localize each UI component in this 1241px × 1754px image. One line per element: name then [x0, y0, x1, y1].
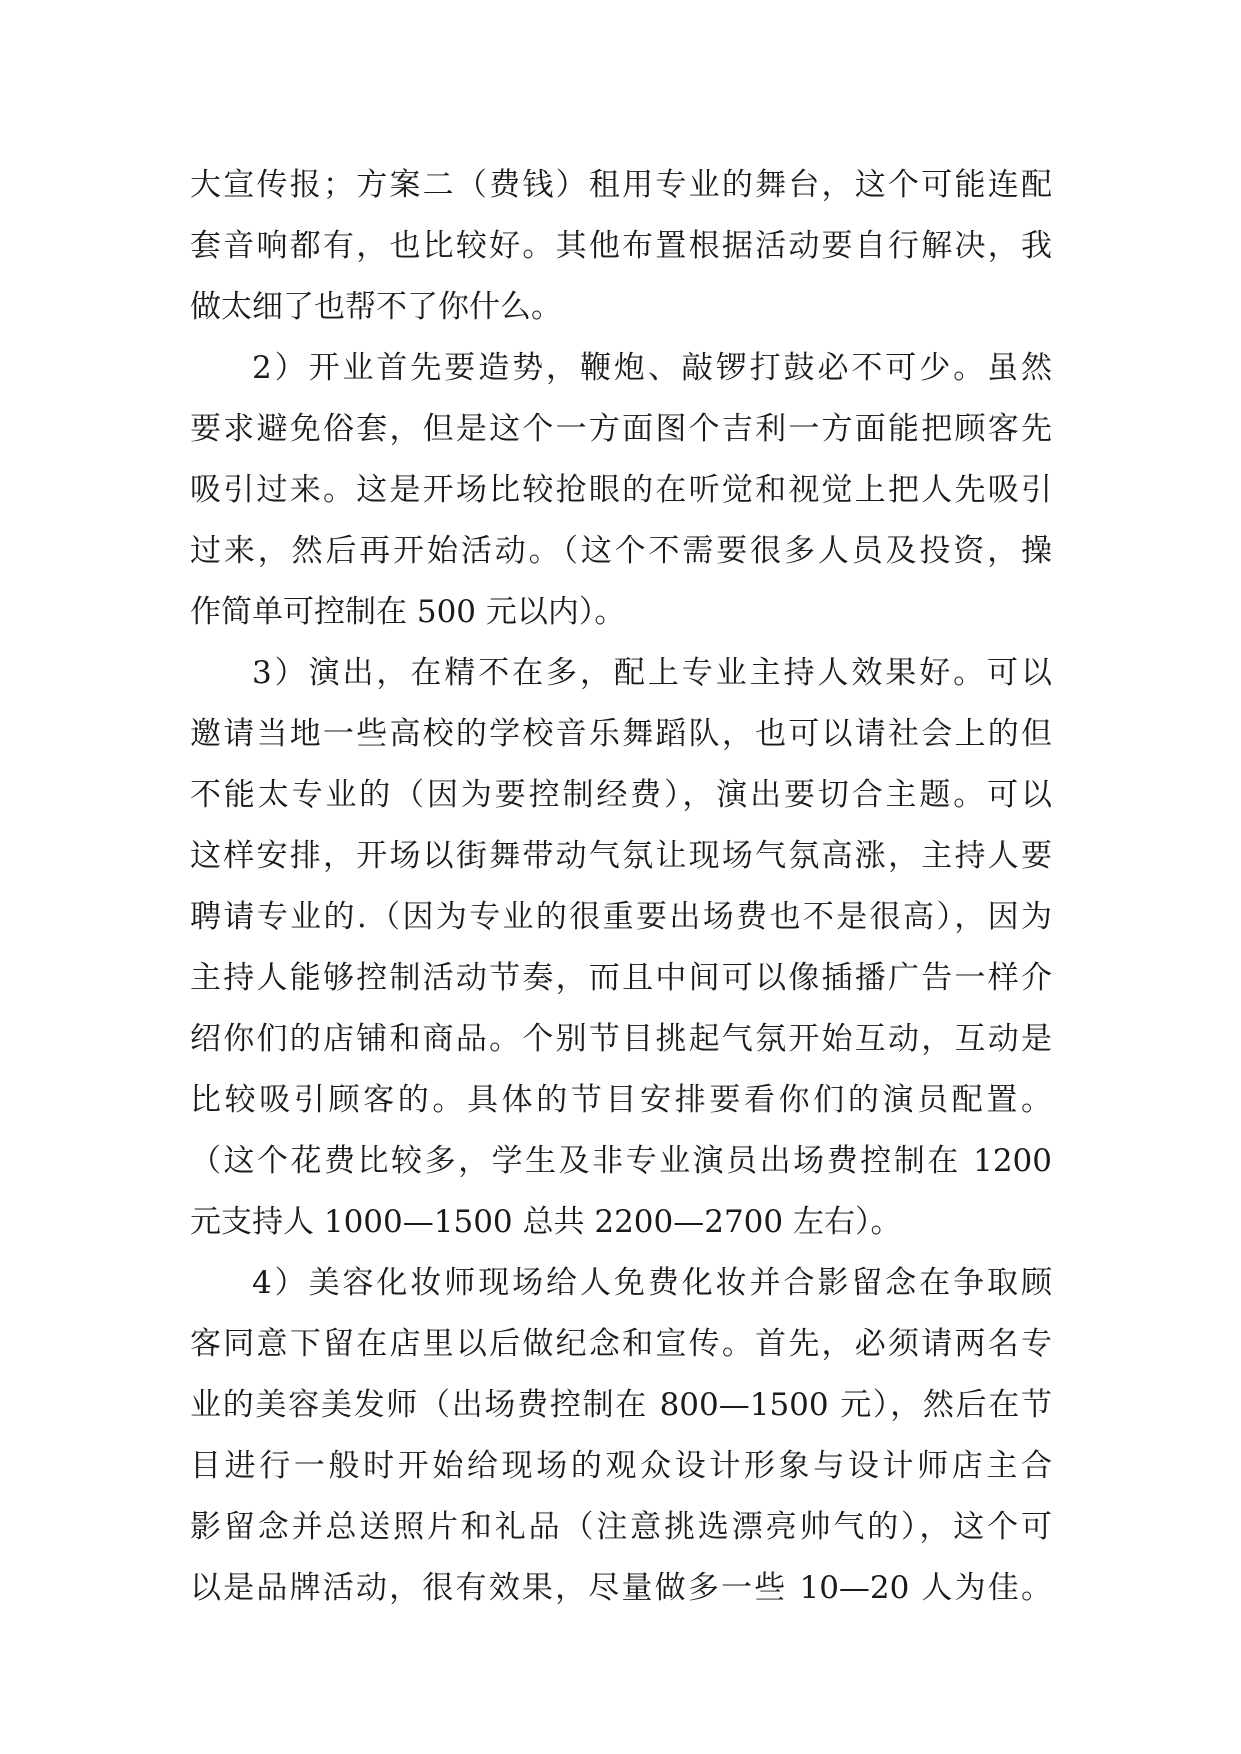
text-line: 目进行一般时开始给现场的观众设计形象与设计师店主合 [190, 1448, 1052, 1484]
text-line: 套音响都有，也比较好。其他布置根据活动要自行解决，我 [190, 228, 1052, 264]
text-line: 业的美容美发师（出场费控制在 800—1500 元），然后在节 [190, 1387, 1052, 1423]
text-line: 影留念并总送照片和礼品（注意挑选漂亮帅气的），这个可 [190, 1509, 1052, 1545]
text-line: 这样安排，开场以街舞带动气氛让现场气氛高涨，主持人要 [190, 838, 1052, 874]
text-line: 客同意下留在店里以后做纪念和宣传。首先，必须请两名专 [190, 1326, 1052, 1362]
text-line: 大宣传报；方案二（费钱）租用专业的舞台，这个可能连配 [190, 167, 1052, 203]
text-line: （这个花费比较多，学生及非专业演员出场费控制在 1200 [190, 1143, 1052, 1179]
text-line: 主持人能够控制活动节奏，而且中间可以像插播广告一样介 [190, 960, 1052, 996]
text-line: 绍你们的店铺和商品。个别节目挑起气氛开始互动，互动是 [190, 1021, 1052, 1057]
body-text [190, 155, 1052, 1619]
text-line: 4）美容化妆师现场给人免费化妆并合影留念在争取顾 [252, 1265, 1052, 1301]
text-line: 不能太专业的（因为要控制经费），演出要切合主题。可以 [190, 777, 1052, 813]
text-line: 作简单可控制在 500 元以内）。 [190, 594, 626, 630]
text-line: 以是品牌活动，很有效果，尽量做多一些 10—20 人为佳。 [190, 1570, 1052, 1606]
text-line: 吸引过来。这是开场比较抢眼的在听觉和视觉上把人先吸引 [190, 472, 1052, 508]
text-line: 做太细了也帮不了你什么。 [190, 289, 562, 325]
text-line: 元支持人 1000—1500 总共 2200—2700 左右）。 [190, 1204, 902, 1240]
text-line: 3）演出，在精不在多，配上专业主持人效果好。可以 [252, 655, 1052, 691]
text-line: 比较吸引顾客的。具体的节目安排要看你们的演员配置。 [190, 1082, 1052, 1118]
text-line: 要求避免俗套，但是这个一方面图个吉利一方面能把顾客先 [190, 411, 1052, 447]
text-line: 邀请当地一些高校的学校音乐舞蹈队，也可以请社会上的但 [190, 716, 1052, 752]
text-line: 聘请专业的.（因为专业的很重要出场费也不是很高），因为 [190, 899, 1052, 935]
text-line: 过来，然后再开始活动。（这个不需要很多人员及投资，操 [190, 533, 1052, 569]
text-line: 2）开业首先要造势，鞭炮、敲锣打鼓必不可少。虽然 [252, 350, 1052, 386]
